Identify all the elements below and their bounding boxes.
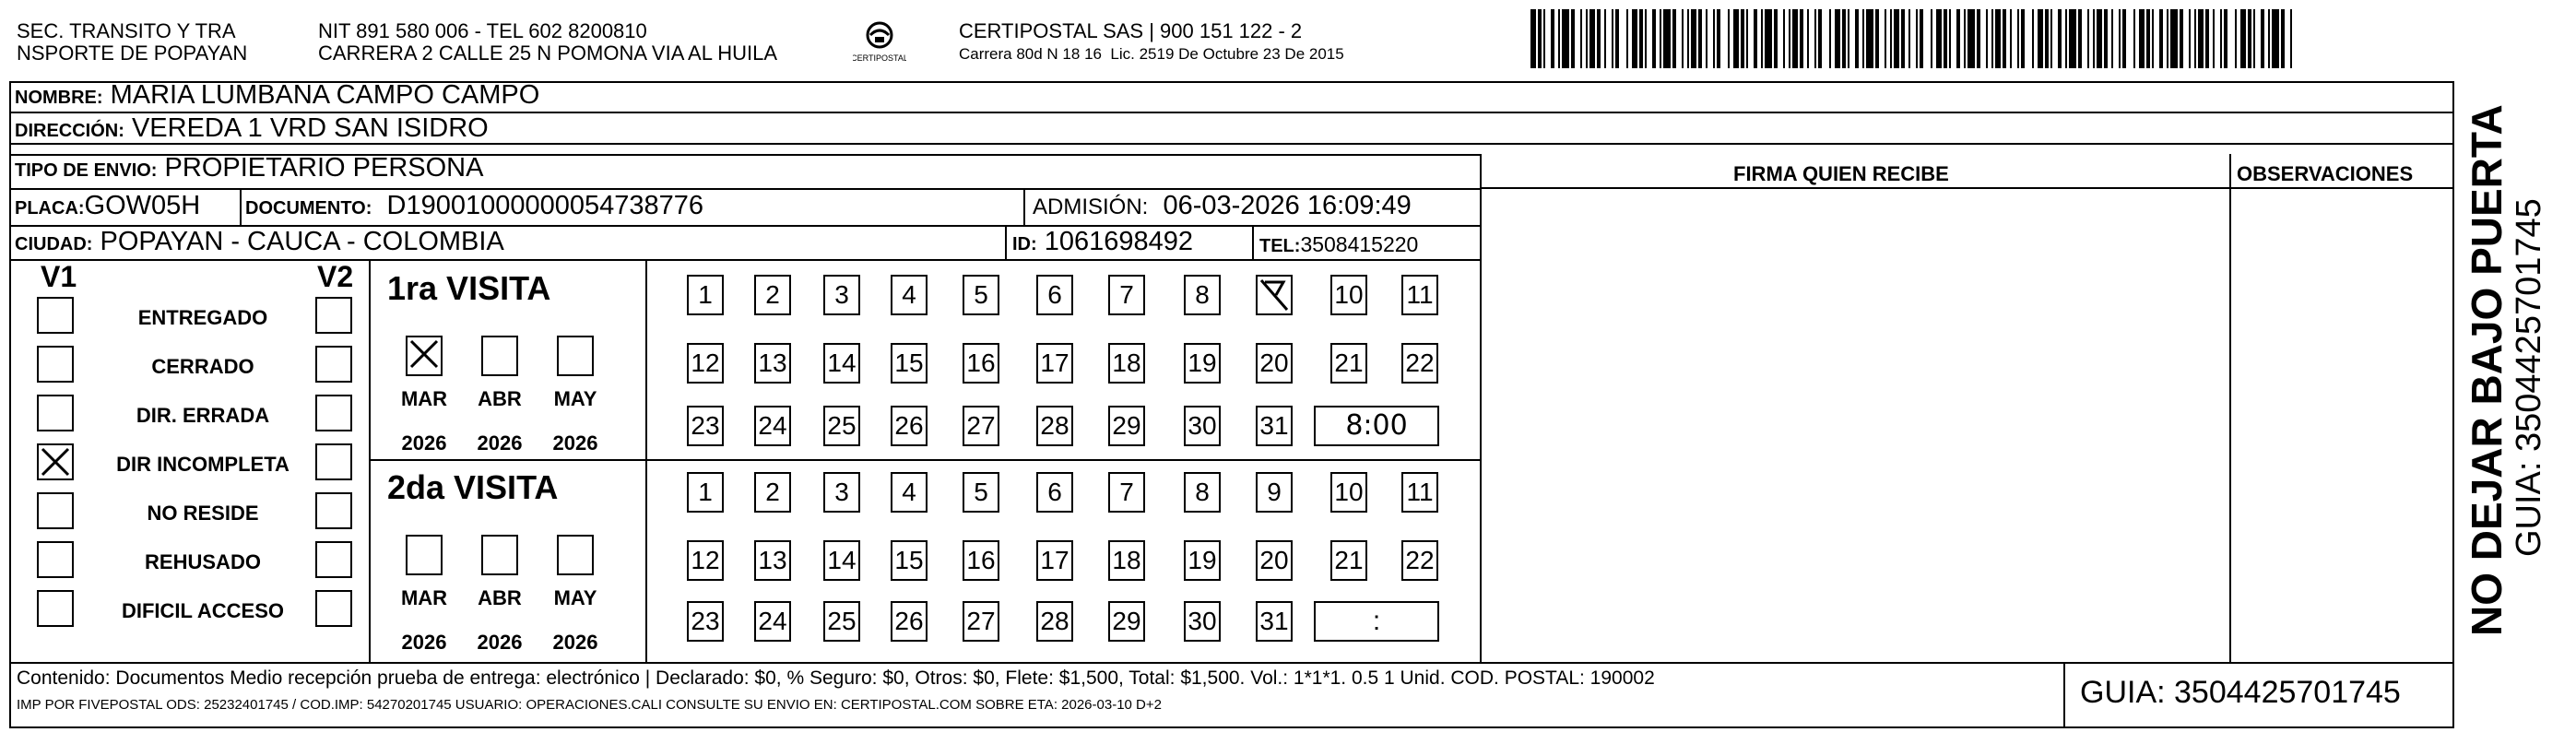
day-box[interactable]: 30	[1184, 601, 1221, 642]
month-label: MAY	[553, 586, 597, 609]
firma-label: FIRMA QUIEN RECIBE	[1733, 162, 1949, 185]
day-box[interactable]: 21	[1330, 343, 1367, 384]
v1-checkbox[interactable]	[37, 395, 74, 431]
day-box[interactable]: 2	[754, 472, 791, 513]
day-box[interactable]: 14	[823, 343, 860, 384]
id-value: 1061698492	[1044, 227, 1194, 256]
nit-line: NIT 891 580 006 - TEL 602 8200810	[318, 19, 647, 42]
month-checkbox[interactable]	[481, 336, 518, 376]
status-option-label: REHUSADO	[145, 550, 261, 573]
day-box[interactable]: 3	[823, 472, 860, 513]
day-box[interactable]: 1	[687, 275, 724, 315]
day-box[interactable]: 1	[687, 472, 724, 513]
year-label: 2026	[552, 631, 598, 654]
day-box[interactable]: 8	[1184, 472, 1221, 513]
day-box[interactable]: 7	[1108, 275, 1145, 315]
day-box[interactable]	[1256, 275, 1293, 315]
day-box[interactable]: 27	[963, 601, 999, 642]
status-option-label: NO RESIDE	[147, 502, 259, 525]
day-box[interactable]: 19	[1184, 540, 1221, 581]
day-box[interactable]: 24	[754, 601, 791, 642]
admision-value: 06-03-2026 16:09:49	[1163, 191, 1412, 220]
admision-label: ADMISIÓN:	[1033, 195, 1149, 219]
certipostal-logo	[853, 18, 906, 66]
nombre-value: MARIA LUMBANA CAMPO CAMPO	[110, 80, 540, 110]
year-label: 2026	[477, 431, 523, 455]
v2-checkbox[interactable]	[315, 541, 352, 578]
year-label: 2026	[477, 631, 523, 654]
imp-line: IMP POR FIVEPOSTAL ODS: 25232401745 / COD.IMP: 54270201745 USUARIO: OPERACIONES.CALI CONSULTE SU ENVIO EN: CERTIPOSTAL.COM SOBRE ETA: 2026-03-10 D+2	[17, 697, 1162, 713]
day-box[interactable]: 26	[891, 601, 928, 642]
day-box[interactable]: 23	[687, 406, 724, 446]
side-guia: GUIA: 3504425701745	[2510, 198, 2548, 557]
documento-field	[245, 190, 703, 224]
id-field	[1012, 226, 1193, 260]
day-box[interactable]: 31	[1256, 406, 1293, 446]
v1-checkbox[interactable]	[37, 541, 74, 578]
day-box[interactable]: 15	[891, 343, 928, 384]
first-visit-title: 1ra VISITA	[387, 269, 551, 307]
day-box[interactable]: 13	[754, 343, 791, 384]
v2-checkbox[interactable]	[315, 346, 352, 383]
tel-label: TEL:	[1259, 236, 1301, 256]
day-box[interactable]: 4	[891, 472, 928, 513]
tipo-value: PROPIETARIO PERSONA	[164, 153, 484, 183]
v2-checkbox[interactable]	[315, 492, 352, 529]
day-box[interactable]: 18	[1108, 343, 1145, 384]
guia-box: GUIA: 3504425701745	[2080, 675, 2401, 710]
day-box[interactable]: 13	[754, 540, 791, 581]
day-box[interactable]: 16	[963, 343, 999, 384]
nombre-label: NOMBRE:	[15, 88, 103, 108]
month-label: ABR	[478, 387, 522, 410]
day-box[interactable]: 17	[1036, 343, 1073, 384]
day-box[interactable]: 7	[1108, 472, 1145, 513]
placa-field	[15, 190, 200, 224]
day-box[interactable]: 16	[963, 540, 999, 581]
day-box[interactable]: 9	[1256, 472, 1293, 513]
day-box[interactable]: 11	[1401, 472, 1438, 513]
ciudad-value: POPAYAN - CAUCA - COLOMBIA	[100, 227, 504, 256]
v1-checkbox[interactable]	[37, 297, 74, 334]
placa-label: PLACA:	[15, 198, 85, 218]
day-box[interactable]: 28	[1036, 601, 1073, 642]
day-box[interactable]: 15	[891, 540, 928, 581]
day-box[interactable]: 19	[1184, 343, 1221, 384]
day-box[interactable]: 26	[891, 406, 928, 446]
month-label: MAR	[400, 387, 448, 410]
sender-line-1: SEC. TRANSITO Y TRA	[17, 19, 236, 42]
second-visit-title: 2da VISITA	[387, 468, 559, 506]
day-box[interactable]: 2	[754, 275, 791, 315]
status-option-label: CERRADO	[151, 355, 254, 378]
signature-area[interactable]	[1482, 189, 2228, 661]
day-box[interactable]: 28	[1036, 406, 1073, 446]
v1-checkbox[interactable]	[37, 590, 74, 627]
v1-checkbox[interactable]	[37, 492, 74, 529]
tel-field	[1259, 228, 1418, 262]
day-box[interactable]: 17	[1036, 540, 1073, 581]
day-box[interactable]: 21	[1330, 540, 1367, 581]
logo-text: CERTIPOSTAL	[853, 53, 906, 63]
month-checkbox[interactable]	[406, 336, 443, 376]
v2-checkbox[interactable]	[315, 590, 352, 627]
observaciones-label: OBSERVACIONES	[2237, 162, 2414, 185]
company-line: CERTIPOSTAL SAS | 900 151 122 - 2	[959, 19, 1303, 42]
day-box[interactable]: 22	[1401, 540, 1438, 581]
tel-value: 3508415220	[1300, 232, 1419, 256]
status-option-label: DIR. ERRADA	[136, 404, 270, 427]
v2-checkbox[interactable]	[315, 443, 352, 480]
day-box[interactable]: 14	[823, 540, 860, 581]
contents-line: Contenido: Documentos Medio recepción prueba de entrega: electrónico | Declarado: $0, % Seguro: $0, Otros: $0, Flete: $1,500, Total: $1,500. Vol.: 1*1*1. 0.5 1 Unid. COD. POSTAL: 190002	[17, 667, 1655, 689]
day-box[interactable]: 27	[963, 406, 999, 446]
status-option-label: DIR INCOMPLETA	[116, 453, 290, 476]
barcode	[1530, 9, 2296, 68]
day-box[interactable]: 20	[1256, 343, 1293, 384]
direccion-value: VEREDA 1 VRD SAN ISIDRO	[131, 113, 489, 143]
day-box[interactable]: 11	[1401, 275, 1438, 315]
address-line: CARRERA 2 CALLE 25 N POMONA VIA AL HUILA	[318, 41, 778, 65]
day-box[interactable]: 18	[1108, 540, 1145, 581]
day-box[interactable]: 31	[1256, 601, 1293, 642]
month-label: ABR	[478, 586, 522, 609]
day-box[interactable]: 12	[687, 343, 724, 384]
day-box[interactable]: 25	[823, 406, 860, 446]
status-option-label: ENTREGADO	[137, 306, 268, 329]
day-box[interactable]: 29	[1108, 601, 1145, 642]
v2-checkbox[interactable]	[315, 395, 352, 431]
day-box[interactable]: 24	[754, 406, 791, 446]
month-checkbox[interactable]	[406, 535, 443, 575]
second-visit-time[interactable]: :	[1314, 601, 1439, 642]
v2-checkbox[interactable]	[315, 297, 352, 334]
day-box[interactable]: 8	[1184, 275, 1221, 315]
id-label: ID:	[1012, 234, 1037, 254]
month-label: MAY	[553, 387, 597, 410]
documento-label: DOCUMENTO:	[245, 198, 372, 218]
v1-label: V1	[41, 260, 77, 293]
documento-value: D19001000000054738776	[386, 191, 704, 220]
day-box[interactable]: 30	[1184, 406, 1221, 446]
day-box[interactable]: 6	[1036, 472, 1073, 513]
company-sub-line: Carrera 80d N 18 16 Lic. 2519 De Octubre 23 De 2015	[959, 45, 1344, 63]
side-warning: NO DEJAR BAJO PUERTA	[2463, 104, 2511, 636]
tipo-label: TIPO DE ENVIO:	[15, 160, 158, 181]
day-box[interactable]: 29	[1108, 406, 1145, 446]
admision-field	[1033, 190, 1412, 223]
year-label: 2026	[401, 631, 447, 654]
first-visit-time[interactable]: 8:00	[1314, 406, 1439, 446]
day-box[interactable]: 5	[963, 472, 999, 513]
status-option-label: DIFICIL ACCESO	[121, 599, 284, 622]
day-box[interactable]: 20	[1256, 540, 1293, 581]
ciudad-label: CIUDAD:	[15, 234, 93, 254]
ciudad-field	[15, 226, 504, 260]
day-box[interactable]: 3	[823, 275, 860, 315]
day-box[interactable]: 23	[687, 601, 724, 642]
day-box[interactable]: 22	[1401, 343, 1438, 384]
v1-checkbox[interactable]	[37, 346, 74, 383]
observations-area[interactable]	[2231, 189, 2452, 661]
month-checkbox[interactable]	[481, 535, 518, 575]
day-box[interactable]: 4	[891, 275, 928, 315]
day-box[interactable]: 10	[1330, 472, 1367, 513]
month-label: MAR	[400, 586, 448, 609]
year-label: 2026	[552, 431, 598, 455]
day-box[interactable]: 10	[1330, 275, 1367, 315]
direccion-field	[15, 112, 489, 147]
month-checkbox[interactable]	[557, 535, 594, 575]
nombre-field	[15, 79, 539, 113]
day-box[interactable]: 25	[823, 601, 860, 642]
day-box[interactable]: 5	[963, 275, 999, 315]
direccion-label: DIRECCIÓN:	[15, 121, 124, 141]
v1-checkbox[interactable]	[37, 443, 74, 480]
placa-value: GOW05H	[84, 191, 201, 220]
day-box[interactable]: 12	[687, 540, 724, 581]
year-label: 2026	[401, 431, 447, 455]
month-checkbox[interactable]	[557, 336, 594, 376]
day-box[interactable]: 6	[1036, 275, 1073, 315]
v2-label: V2	[317, 260, 354, 293]
tipo-field	[15, 152, 483, 186]
sender-line-2: NSPORTE DE POPAYAN	[17, 41, 248, 65]
